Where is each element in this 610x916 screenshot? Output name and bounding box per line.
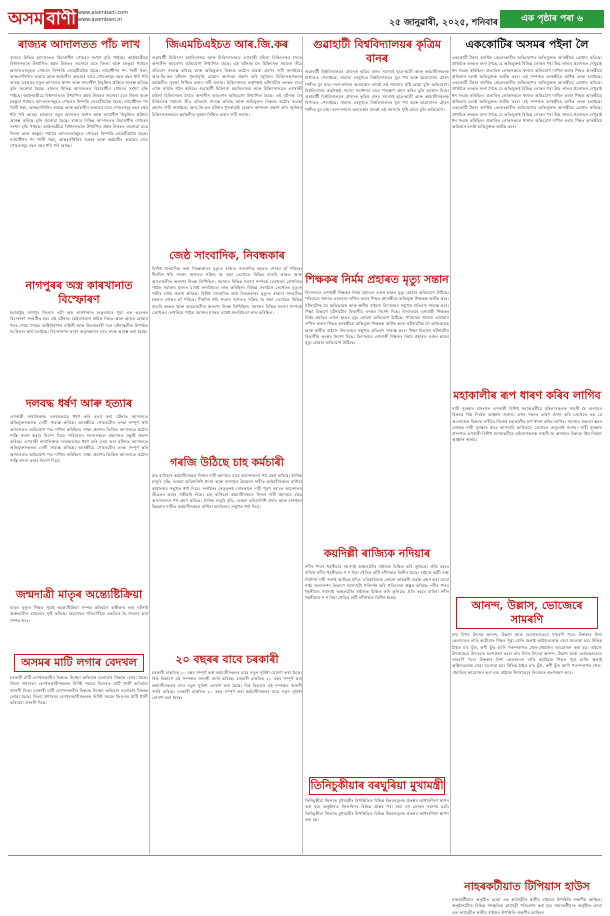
- column-3: [305, 36, 449, 854]
- logo-main: অসম: [8, 9, 44, 29]
- headline: ২০ বছৰৰ বাবে চৰকাৰী: [175, 653, 279, 666]
- article-body: মাতৃৰ মৃত্যুৰ পিছত পুত্ৰই অন্ত্যেষ্টিক্ৰিয়া সম্পন্ন কৰিবলৈ অস্বীকাৰ কৰা ঘটনাই অঞ্চলটোত চাঞ্চল্যৰ সৃষ্টি কৰিছে। অৱশেষত গাঁওবাসীয়ে একত্ৰিত হৈ সৎকাৰ কাৰ্য সম্পন্ন কৰে।: [10, 605, 148, 623]
- headline: নাগপুৰৰ অস্ত্ৰ কাৰখানাত বিস্ফোৰণ: [25, 279, 133, 306]
- article-body: তিনিচুকীয়া জিলাত মুখ্যমন্ত্ৰীৰ উপস্থিতিত বিভিন্ন উন্নয়নমূলক প্ৰকল্পৰ আধাৰশিলা স্থাপন কৰা হয়। অনুষ্ঠানত জিলাখনৰ বিভিন্ন প্ৰান্তৰ পৰা অহা বহু লোকৰ সমাগম ঘটে। তিনিচুকীয়া জিলাত মুখ্যমন্ত্ৰীৰ উপস্থিতিত বিভিন্ন উন্নয়নমূলক প্ৰকল্পৰ আধাৰশিলা স্থাপন কৰা হয়।: [305, 798, 449, 822]
- article-body: ৰাজ্যৰ বিভিন্ন আদালতত বিচাৰাধীন গোচৰৰ সংখ্যা বৃদ্ধি পাইছে। আইনমন্ত্ৰীয়ে বিধানসভাত উত্থাপিত প্ৰশ্নৰ উত্তৰত জনোৱা মতে জিলা আৰু মহকুমা পৰ্যায়ৰ আদালতসমূহত গোচৰৰ নিষ্পত্তি লেহেমীয়াকৈ হৈছে। ন্যায়াধীশৰ পদ খালী থকা, আন্তঃগাঁথনিৰ অভাৱ আৰু কৰ্মচাৰীৰ অভাৱৰ বাবে গোচৰসমূহ বছৰ বছৰ ধৰি পৰি আছে। চৰকাৰে নতুন আদালত স্থাপন আৰু ন্যায়াধীশ নিযুক্তিৰ প্ৰক্ৰিয়া আৰম্ভ কৰিছে বুলি জনোৱা হৈছে। ৰাজ্যৰ বিভিন্ন আদালতত বিচাৰাধীন গোচৰৰ সংখ্যা বৃদ্ধি পাইছে। আইনমন্ত্ৰীয়ে বিধানসভাত উত্থাপিত প্ৰশ্নৰ উত্তৰত জনোৱা মতে জিলা আৰু মহকুমা পৰ্যায়ৰ আদালতসমূহত গোচৰৰ নিষ্পত্তি লেহেমীয়াকৈ হৈছে। ন্যায়াধীশৰ পদ খালী থকা, আন্তঃগাঁথনিৰ অভাৱ আৰু কৰ্মচাৰীৰ অভাৱৰ বাবে গোচৰসমূহ বছৰ বছৰ ধৰি পৰি আছে। চৰকাৰে নতুন আদালত স্থাপন আৰু ন্যায়াধীশ নিযুক্তিৰ প্ৰক্ৰিয়া আৰম্ভ কৰিছে বুলি জনোৱা হৈছে। ৰাজ্যৰ বিভিন্ন আদালতত বিচাৰাধীন গোচৰৰ সংখ্যা বৃদ্ধি পাইছে। আইনমন্ত্ৰীয়ে বিধানসভাত উত্থাপিত প্ৰশ্নৰ উত্তৰত জনোৱা মতে জিলা আৰু মহকুমা পৰ্যায়ৰ আদালতসমূহত গোচৰৰ নিষ্পত্তি লেহেমীয়াকৈ হৈছে। ন্যায়াধীশৰ পদ খালী থকা, আন্তঃগাঁথনিৰ অভাৱ আৰু কৰ্মচাৰীৰ অভাৱৰ বাবে গোচৰসমূহ বছৰ বছৰ ধৰি পৰি আছে।: [10, 55, 148, 149]
- headline: আনন্দ, উল্লাস, ভোজেৰে সামৰণি: [456, 597, 598, 629]
- column-4: [452, 36, 602, 915]
- article-body: চৰকাৰী মাটি বেদখলকাৰীৰ বিৰুদ্ধে উচ্ছেদ অভিযান চলোৱাৰ সিদ্ধান্ত লোৱা হৈছে। জিলা প্ৰশাসনে বেদখলকাৰীসকলক নিৰ্দিষ্ট সময়ৰ ভিতৰত মাটি খালী কৰিবলৈ জাননী দিছে। চৰকাৰী মাটি বেদখলকাৰীৰ বিৰুদ্ধে উচ্ছেদ অভিযান চলোৱাৰ সিদ্ধান্ত লোৱা হৈছে। জিলা প্ৰশাসনে বেদখলকাৰীসকলক নিৰ্দিষ্ট সময়ৰ ভিতৰত মাটি খালী কৰিবলৈ জাননী দিছে।: [10, 675, 148, 706]
- masthead-rule: [8, 33, 602, 34]
- page-number-badge: [500, 10, 604, 28]
- column-2: [152, 36, 302, 854]
- headline: মহাকালীৰ ৰূপ ধাৰণ কৰিব লাগিব: [453, 389, 601, 402]
- headline: জন্মদাত্ৰী মাতৃৰ অন্ত্যেষ্টিক্ৰিয়া: [15, 588, 143, 601]
- article-body: বিশিষ্ট সাংবাদিক তথা নিবন্ধকাৰৰ মৃত্যুত ৰাজ্যৰ সাংবাদিক মহলত শোকৰ ছাঁ পৰিছে। দীৰ্ঘদিন ধৰি সংবাদ জগতত সক্ৰিয় হৈ থকা তেখেতে বিভিন্ন বাতৰি কাকত আৰু আলোচনীত অসংখ্য নিবন্ধ লিখিছিল। সমাজৰ বিভিন্ন সমস্যা সম্পৰ্কে তেখেতৰ লেখনিয়ে পাঠক সমাজৰ মাজত যথেষ্ট জনপ্ৰিয়তা লাভ কৰিছিল। বিভিন্ন সংগঠনে তেখেতৰ মৃত্যুত গভীৰ শোক প্ৰকাশ কৰিছে। বিশিষ্ট সাংবাদিক তথা নিবন্ধকাৰৰ মৃত্যুত ৰাজ্যৰ সাংবাদিক মহলত শোকৰ ছাঁ পৰিছে। দীৰ্ঘদিন ধৰি সংবাদ জগতত সক্ৰিয় হৈ থকা তেখেতে বিভিন্ন বাতৰি কাকত আৰু আলোচনীত অসংখ্য নিবন্ধ লিখিছিল। সমাজৰ বিভিন্ন সমস্যা সম্পৰ্কে তেখেতৰ লেখনিয়ে পাঠক সমাজৰ মাজত যথেষ্ট জনপ্ৰিয়তা লাভ কৰিছিল।: [152, 266, 302, 316]
- column-divider: [149, 36, 150, 854]
- headline: তিনিচুকীয়াৰ বৰঘুৰিয়া মুখামন্ত্ৰী: [309, 777, 445, 795]
- column-divider: [450, 36, 451, 854]
- website-2: www.asombani.in: [78, 17, 122, 23]
- article-body: গুৱাহাটী বিশ্ববিদ্যালয়ৰ চৌহদত কৃত্ৰিম বানৰ সমস্যাই ছাত্ৰ-ছাত্ৰী আৰু কৰ্মচাৰীসকলক বিপাঙত পেলাইছে। সামান্য বৰষুণতে বিশ্ববিদ্যালয়ৰ মূল পথ আৰু ছাত্ৰাবাসৰ চৌহদ পানীত বুৰ যায়। নলা-নৰ্দমাৰ অব্যৱস্থাৰ বাবেই এই সমস্যাৰ সৃষ্টি হোৱা বুলি অভিযোগ। বিশ্ববিদ্যালয় কৰ্তৃপক্ষই সমস্যা সমাধানৰ বাবে পদক্ষেপ গ্ৰহণ কৰিব বুলি আশ্বাস দিছে। গুৱাহাটী বিশ্ববিদ্যালয়ৰ চৌহদত কৃত্ৰিম বানৰ সমস্যাই ছাত্ৰ-ছাত্ৰী আৰু কৰ্মচাৰীসকলক বিপাঙত পেলাইছে। সামান্য বৰষুণতে বিশ্ববিদ্যালয়ৰ মূল পথ আৰু ছাত্ৰাবাসৰ চৌহদ পানীত বুৰ যায়। নলা-নৰ্দমাৰ অব্যৱস্থাৰ বাবেই এই সমস্যাৰ সৃষ্টি হোৱা বুলি অভিযোগ।: [305, 69, 449, 112]
- website-1: www.asombani.com: [78, 10, 129, 16]
- website-list: [78, 10, 128, 24]
- newspaper-logo: [8, 8, 76, 30]
- article-body: বিদ্যালয়ৰ এগৰাকী শিক্ষকৰ নিৰ্মম প্ৰহাৰত এজন ছাত্ৰৰ মৃত্যু হোৱাৰ অভিযোগ উঠিছে। পৰিয়ালে থানাত এজাহাৰ দাখিল কৰাৰ পিছত আৰক্ষীয়ে অভিযুক্ত শিক্ষকক আটক কৰে। ঘটনাটোক লৈ অভিভাৱক আৰু স্থানীয় ৰাইজে বিদ্যালয়ৰ সন্মুখত প্ৰতিবাদ সাব্যস্ত কৰে। শিক্ষা বিভাগে ঘটনাটোৰ বিভাগীয় তদন্তৰ নিৰ্দেশ দিছে। বিদ্যালয়ৰ এগৰাকী শিক্ষকৰ নিৰ্মম প্ৰহাৰত এজন ছাত্ৰৰ মৃত্যু হোৱাৰ অভিযোগ উঠিছে। পৰিয়ালে থানাত এজাহাৰ দাখিল কৰাৰ পিছত আৰক্ষীয়ে অভিযুক্ত শিক্ষকক আটক কৰে। ঘটনাটোক লৈ অভিভাৱক আৰু স্থানীয় ৰাইজে বিদ্যালয়ৰ সন্মুখত প্ৰতিবাদ সাব্যস্ত কৰে। শিক্ষা বিভাগে ঘটনাটোৰ বিভাগীয় তদন্তৰ নিৰ্দেশ দিছে। বিদ্যালয়ৰ এগৰাকী শিক্ষকৰ নিৰ্মম প্ৰহাৰত এজন ছাত্ৰৰ মৃত্যু হোৱাৰ অভিযোগ উঠিছে।: [305, 290, 449, 346]
- headline: জিএমচিএইচত আৰ.জি.কৰ: [165, 38, 289, 51]
- article-body: এগৰাকী নাবালিকাক দলবদ্ধভাৱে ধৰ্ষণ কৰি হত্যা কৰা ঘটনাত আদালতে অভিযুক্তসকলক দোষী সাব্যস্ত কৰিছে। আৰক্ষীয়ে গোচৰটোৰ তদন্ত সম্পূৰ্ণ কৰি আদালতত অভিযোগ পত্ৰ দাখিল কৰিছিল। সাক্ষ্য প্ৰমাণৰ ভিত্তিত আদালতে কঠোৰ শাস্তি প্ৰদান কৰাৰ নিৰ্দেশ দিয়ে। পৰিয়ালৰ সদস্যসকলে ৰায়দানত সন্তুষ্টি প্ৰকাশ কৰিছে। এগৰাকী নাবালিকাক দলবদ্ধভাৱে ধৰ্ষণ কৰি হত্যা কৰা ঘটনাত আদালতে অভিযুক্তসকলক দোষী সাব্যস্ত কৰিছে। আৰক্ষীয়ে গোচৰটোৰ তদন্ত সম্পূৰ্ণ কৰি আদালতত অভিযোগ পত্ৰ দাখিল কৰিছিল। সাক্ষ্য প্ৰমাণৰ ভিত্তিত আদালতে কঠোৰ শাস্তি প্ৰদান কৰাৰ নিৰ্দেশ দিয়ে।: [10, 414, 148, 464]
- article-body: মহাৰাষ্ট্ৰৰ নাগপুৰ জিলাৰ এটা অস্ত্ৰ কাৰখানাত শুকুৰবাৰে পুৱা এক ভয়ংকৰ বিস্ফোৰণ সংঘটিত হয়। এই ঘটনাত কেইবাজনো শ্ৰমিক নিহত আৰু আহত হোৱাৰ খবৰ পোৱা গৈছে। অগ্নিনিৰ্বাপক বাহিনী আৰু উদ্ধাৰকাৰী দলে ঘটনাস্থলীত উপস্থিত হৈ উদ্ধাৰ কাৰ্য চলাইছে। বিস্ফোৰণৰ কাৰণ অনুসন্ধানৰ বাবে তদন্ত আৰম্ভ কৰা হৈছে।: [10, 310, 148, 334]
- dateline: ২৫ জানুৱাৰী, ২০২৫, শনিবাৰ: [389, 18, 498, 28]
- article-body: এককোটি টকাৰ আৰ্থিক কেলেংকাৰীৰ অভিযোগত অভিযুক্তক আৰক্ষীয়ে গ্ৰেপ্তাৰ কৰিছে। প্ৰাথমিক তদন্তত জনা গৈছে যে অভিযুক্তই বিভিন্ন লোকৰ পৰা উচ্চ লাভৰ প্ৰলোভন দেখুৱাই ধন সংগ্ৰহ কৰিছিল। প্ৰতাৰিত লোকসকলে থানাত অভিযোগ দাখিল কৰাৰ পিছত আৰক্ষীয়ে অভিযান চলাই অভিযুক্তক আটক কৰে। এই সম্পৰ্কত আৰক্ষীয়ে অধিক তদন্ত চলাইছে। এককোটি টকাৰ আৰ্থিক কেলেংকাৰীৰ অভিযোগত অভিযুক্তক আৰক্ষীয়ে গ্ৰেপ্তাৰ কৰিছে। প্ৰাথমিক তদন্তত জনা গৈছে যে অভিযুক্তই বিভিন্ন লোকৰ পৰা উচ্চ লাভৰ প্ৰলোভন দেখুৱাই ধন সংগ্ৰহ কৰিছিল। প্ৰতাৰিত লোকসকলে থানাত অভিযোগ দাখিল কৰাৰ পিছত আৰক্ষীয়ে অভিযান চলাই অভিযুক্তক আটক কৰে। এই সম্পৰ্কত আৰক্ষীয়ে অধিক তদন্ত চলাইছে। এককোটি টকাৰ আৰ্থিক কেলেংকাৰীৰ অভিযোগত অভিযুক্তক আৰক্ষীয়ে গ্ৰেপ্তাৰ কৰিছে। প্ৰাথমিক তদন্তত জনা গৈছে যে অভিযুক্তই বিভিন্ন লোকৰ পৰা উচ্চ লাভৰ প্ৰলোভন দেখুৱাই ধন সংগ্ৰহ কৰিছিল। প্ৰতাৰিত লোকসকলে থানাত অভিযোগ দাখিল কৰাৰ পিছত আৰক্ষীয়ে অভিযান চলাই অভিযুক্তক আটক কৰে।: [452, 55, 602, 130]
- headline: দলবদ্ধ ধৰ্ষণ আৰু হত্যাৰ: [25, 397, 133, 410]
- page-bottom-rule: [8, 855, 602, 856]
- headline: নাহৰকটীয়াত টিপিয়াস হাউস: [464, 880, 590, 893]
- article-body: গুৱাহাটী চিকিৎসা মহাবিদ্যালয় আৰু চিকিৎসালয়ত এগৰাকী মহিলা চিকিৎসকৰ সৈতে অশালীন আচৰণৰ অভিযোগ উত্থাপিত হৈছে। এই ঘটনাক লৈ চিকিৎসক সমাজে তীব্ৰ প্ৰতিবাদ সাব্যস্ত কৰিছে আৰু অভিযুক্তৰ বিৰুদ্ধে কঠোৰ ব্যৱস্থা গ্ৰহণৰ দাবী জনাইছে। আৰ.জি.কৰ ঘটনাৰ পুনৰাবৃত্তি হোৱাৰ আশংকা প্ৰকাশ কৰি জুনিয়ৰ চিকিৎসকসকলে কৰ্মস্থলীত সুৰক্ষা নিশ্চিত কৰাৰ দাবী জনায়। চিকিৎসালয় কৰ্তৃপক্ষই ঘটনাটোৰ তদন্তৰ বাবে এখন সমিতি গঠন কৰিছে। গুৱাহাটী চিকিৎসা মহাবিদ্যালয় আৰু চিকিৎসালয়ত এগৰাকী মহিলা চিকিৎসকৰ সৈতে অশালীন আচৰণৰ অভিযোগ উত্থাপিত হৈছে। এই ঘটনাক লৈ চিকিৎসক সমাজে তীব্ৰ প্ৰতিবাদ সাব্যস্ত কৰিছে আৰু অভিযুক্তৰ বিৰুদ্ধে কঠোৰ ব্যৱস্থা গ্ৰহণৰ দাবী জনাইছে। আৰ.জি.কৰ ঘটনাৰ পুনৰাবৃত্তি হোৱাৰ আশংকা প্ৰকাশ কৰি জুনিয়ৰ চিকিৎসকসকলে কৰ্মস্থলীত সুৰক্ষা নিশ্চিত কৰাৰ দাবী জনায়।: [152, 55, 302, 117]
- headline: গুৱাহাটী বিশ্ববিদ্যালয়ৰ কৃত্ৰিম বানৰ: [312, 38, 442, 65]
- column-1: [10, 36, 148, 854]
- page-label: এক পৃষ্ঠাৰ পৰা: [521, 14, 574, 24]
- article-body: নাৰী সুৰক্ষাৰ প্ৰসংগত এগৰাকী বিশিষ্ট সমাজকৰ্মীয়ে মহিলাসকলক সাহসী হৈ অন্যায়ৰ বিৰুদ্ধে থিয় দিবলৈ আহ্বান জনায়। এখন সভাত ভাষণ প্ৰদান কৰি তেখেতে কয় যে অত্যাচাৰৰ বিৰুদ্ধে নাৰীয়ে নিজেই মহাকালীৰ ৰূপ ধাৰণ কৰিব লাগিব। সমাজৰ সকলো স্তৰৰ লোকক নাৰী সুৰক্ষাৰ বাবে আগবাঢ়ি আহিবলৈ তেখেতে অনুৰোধ জনায়। নাৰী সুৰক্ষাৰ প্ৰসংগত এগৰাকী বিশিষ্ট সমাজকৰ্মীয়ে মহিলাসকলক সাহসী হৈ অন্যায়ৰ বিৰুদ্ধে থিয় দিবলৈ আহ্বান জনায়।: [452, 406, 602, 443]
- article-body: নাহৰকটীয়াত অনুষ্ঠিত হোৱা এক কাৰ্যসূচীত স্থানীয় ৰাইজৰ উপস্থিতি লক্ষণীয় আছিল। অনুষ্ঠানটোত বিভিন্ন সাংস্কৃতিক কাৰ্যসূচী পৰিৱেশন কৰা হয়। নাহৰকটীয়াত অনুষ্ঠিত হোৱা এক কাৰ্যসূচীত স্থানীয় ৰাইজৰ উপস্থিতি লক্ষণীয় আছিল।: [452, 897, 602, 915]
- article-body: মাঘ বিহুৰ উৎসৱ আনন্দ, উল্লাস আৰু ভোজভাতেৰে সামৰণি পৰে। উৰুকাৰ নিশা ভেলাঘৰত ৰাতি কটোৱাৰ পিছত পুৱা মেজি জ্বলাই অগ্নিদেৱতাক সেৱা জনোৱা হয়। বিভিন্ন ঠাইত ম'হ যুঁজ, কণী যুঁজ আদি পৰম্পৰাগত খেল-ধেমালিৰ আয়োজন কৰা হয়। ৰাইজে উৎসাহেৰে উৎসৱত অংশগ্ৰহণ কৰে। মাঘ বিহুৰ উৎসৱ আনন্দ, উল্লাস আৰু ভোজভাতেৰে সামৰণি পৰে। উৰুকাৰ নিশা ভেলাঘৰত ৰাতি কটোৱাৰ পিছত পুৱা মেজি জ্বলাই অগ্নিদেৱতাক সেৱা জনোৱা হয়। বিভিন্ন ঠাইত ম'হ যুঁজ, কণী যুঁজ আদি পৰম্পৰাগত খেল-ধেমালিৰ আয়োজন কৰা হয়। ৰাইজে উৎসাহেৰে উৎসৱত অংশগ্ৰহণ কৰে।: [452, 632, 602, 675]
- article-body: চাহ বাগিচাৰ কৰ্মচাৰীসকলে নিজৰ দাবী আদায়ৰ বাবে আন্দোলনৰ পথ গ্ৰহণ কৰিছে। দৈনিক মজুৰি বৃদ্ধি, বকেয়া ভবিষ্যনিধি প্ৰদান আৰু বাসগৃহৰ উন্নয়নৰ দাবীত কৰ্মচাৰীসকলে বাগিচা কাৰ্যালয়ৰ সন্মুখত ধৰ্ণা দিয়ে। সংগঠনৰ নেতৃবৃন্দই সোনকালে দাবী পূৰণ নহ'লে আন্দোলন তীব্ৰতৰ কৰাৰ সকীয়নি দিয়ে। চাহ বাগিচাৰ কৰ্মচাৰীসকলে নিজৰ দাবী আদায়ৰ বাবে আন্দোলনৰ পথ গ্ৰহণ কৰিছে। দৈনিক মজুৰি বৃদ্ধি, বকেয়া ভবিষ্যনিধি প্ৰদান আৰু বাসগৃহৰ উন্নয়নৰ দাবীত কৰ্মচাৰীসকলে বাগিচা কাৰ্যালয়ৰ সন্মুখত ধৰ্ণা দিয়ে।: [152, 473, 302, 510]
- headline: এককোটিৰ অসমৰ পইনা লৈ: [465, 38, 589, 51]
- headline: কয়দিল্লী ৰাজ্যিক নদিয়াৰ: [323, 547, 431, 560]
- masthead: [8, 6, 602, 32]
- article-body: চৰকাৰী চাকৰিত ২০ বছৰ সম্পূৰ্ণ কৰা কৰ্মচাৰীসকলৰ বাবে নতুন সুবিধা ঘোষণা কৰা হৈছে। বিত্ত বিভাগে এই সম্পৰ্কত জাননী জাৰি কৰিছে। চৰকাৰী চাকৰিত ২০ বছৰ সম্পূৰ্ণ কৰা কৰ্মচাৰীসকলৰ বাবে নতুন সুবিধা ঘোষণা কৰা হৈছে। বিত্ত বিভাগে এই সম্পৰ্কত জাননী জাৰি কৰিছে। চৰকাৰী চাকৰিত ২০ বছৰ সম্পূৰ্ণ কৰা কৰ্মচাৰীসকলৰ বাবে নতুন সুবিধা ঘোষণা কৰা হৈছে।: [152, 670, 302, 701]
- headline: শিক্ষকৰ নিৰ্মম প্ৰহাৰত মৃত্যু সন্তান: [305, 273, 449, 286]
- headline: অসমৰ মাটি লগাৰ বেদখল: [14, 654, 144, 672]
- article-body: নদীৰ পাৰৰ খহনীয়াৰ সমস্যাই অঞ্চলটোৰ ৰাইজক চিন্তিত কৰি তুলিছে। প্ৰতি বছৰে বাৰিষা নদীৰ খহনীয়াত শ শ বিঘা খেতিৰ মাটি নদীগৰ্ভত বিলীন হৈছে। ৰাইজে স্থায়ী বান্ধ নিৰ্মাণৰ দাবী জনাই আহিছে যদিও এতিয়ালৈকে কোনো কাৰ্যকৰী ব্যৱস্থা গ্ৰহণ কৰা হোৱা নাই। জলসম্পদ বিভাগে সমস্যাটো পৰিদৰ্শন কৰি প্ৰতিবেদন প্ৰস্তুত কৰিছে। নদীৰ পাৰৰ খহনীয়াৰ সমস্যাই অঞ্চলটোৰ ৰাইজক চিন্তিত কৰি তুলিছে। প্ৰতি বছৰে বাৰিষা নদীৰ খহনীয়াত শ শ বিঘা খেতিৰ মাটি নদীগৰ্ভত বিলীন হৈছে।: [305, 564, 449, 601]
- headline: ৰাজ্যৰ আদালতত পাঁচ লাখ: [18, 38, 140, 51]
- column-divider: [302, 36, 303, 854]
- headline: জেষ্ঠ সাংবাদিক, নিবন্ধকাৰ: [169, 249, 285, 262]
- page-number: ৬: [577, 14, 583, 24]
- logo-accent: বাণী: [46, 9, 76, 29]
- headline: গৰজি উঠিছে চাহ কৰ্মচাৰী: [170, 456, 284, 469]
